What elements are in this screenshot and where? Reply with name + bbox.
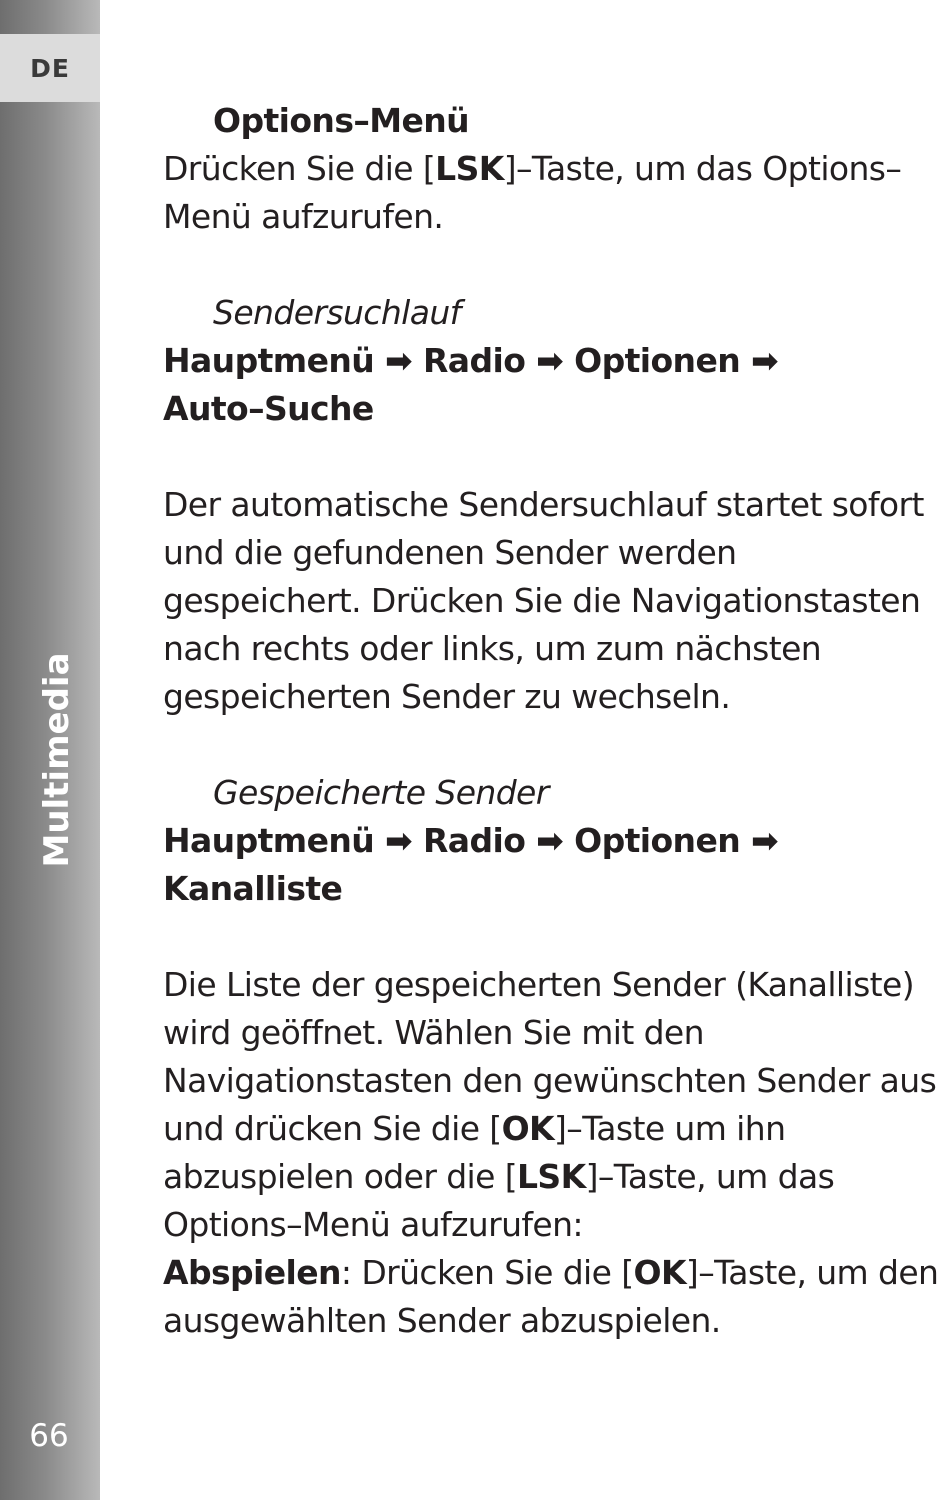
scan-menu-path: Hauptmenü ➡ Radio ➡ Optionen ➡ Auto–Suche (163, 341, 779, 428)
section-label: Multimedia (37, 652, 77, 868)
options-menu-heading: Options–Menü (213, 101, 470, 140)
saved-description: Die Liste der gespeicherten Sender (Kanalliste) wird geöffnet. Wählen Sie mit den Navigationstasten den gewünschten Sender aus und drücken Sie die [OK]–Taste um ihn abzuspielen oder die [LSK]–Taste, um das Options–Menü aufzurufen: (163, 965, 937, 1244)
arrow-right-icon: ➡ (751, 341, 779, 380)
page-content (163, 97, 943, 1345)
options-menu-text: Drücken Sie die [LSK]–Taste, um das Options–Menü aufzurufen. (163, 149, 902, 236)
page-number: 66 (29, 1418, 69, 1454)
arrow-right-icon: ➡ (751, 821, 779, 860)
arrow-right-icon: ➡ (536, 341, 564, 380)
scan-description: Der automatische Sendersuchlauf startet sofort und die gefundenen Sender werden gespeichert. Drücken Sie die Navigationstasten nach rechts oder links, um zum nächsten gespeicherten Sender zu wechseln. (163, 485, 924, 716)
saved-menu-path: Hauptmenü ➡ Radio ➡ Optionen ➡ Kanalliste (163, 821, 779, 908)
arrow-right-icon: ➡ (385, 821, 413, 860)
key-label: OK (501, 1109, 555, 1148)
scan-heading: Sendersuchlauf (213, 293, 461, 332)
key-label: LSK (516, 1157, 586, 1196)
key-label: OK (633, 1253, 686, 1292)
arrow-right-icon: ➡ (536, 821, 564, 860)
sidebar (0, 0, 100, 1500)
play-description: Abspielen: Drücken Sie die [OK]–Taste, um den ausgewählten Sender abzuspielen. (163, 1253, 939, 1340)
saved-heading: Gespeicherte Sender (213, 773, 549, 812)
language-label: DE (30, 53, 70, 83)
arrow-right-icon: ➡ (385, 341, 413, 380)
language-tab (0, 34, 100, 102)
play-label: Abspielen (163, 1253, 341, 1292)
key-label: LSK (435, 149, 504, 188)
